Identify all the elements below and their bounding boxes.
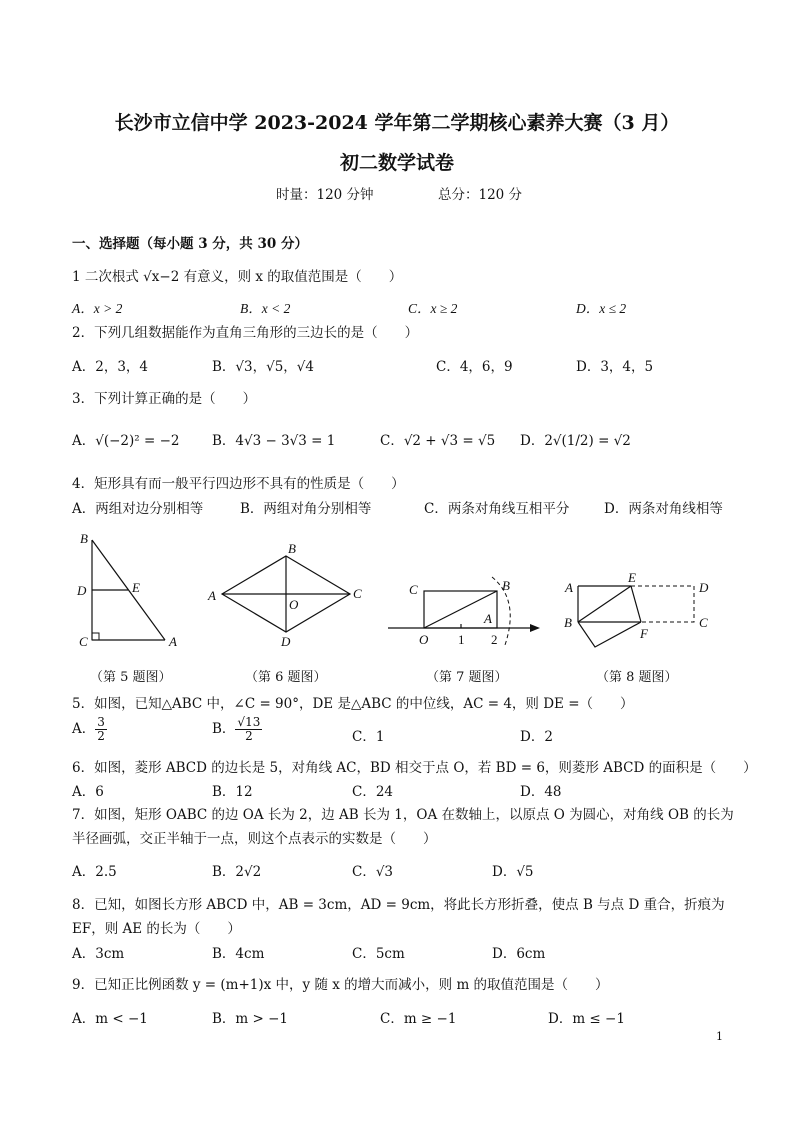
fig5-label-b: B xyxy=(80,531,88,546)
question-6-option-d: D．48 xyxy=(520,784,562,800)
question-8-stem-line-1: 8．已知，如图长方形 ABCD 中，AB = 3cm，AD = 9cm，将此长方形折叠，使点 B 与点 D 重合，折痕为 xyxy=(72,897,725,913)
fig8-label-f: F xyxy=(640,626,648,641)
question-6-option-a: A．6 xyxy=(72,784,104,800)
exam-time: 时量：120 分钟 xyxy=(276,187,374,203)
question-4-option-d: D．两条对角线相等 xyxy=(604,501,723,517)
question-5-option-b: B． $\frac{√13}{2}$ xyxy=(212,715,261,744)
question-9-option-a: A．m < −1 xyxy=(72,1011,148,1027)
question-6-option-c: C．24 xyxy=(352,784,394,800)
question-5-option-a: A． $\frac{3}{2}$ xyxy=(72,715,105,744)
figure-7 xyxy=(388,577,540,647)
question-3-option-d: D．2√(1/2) = √2 xyxy=(520,433,631,449)
fig6-label-d: D xyxy=(281,634,291,649)
fig8-label-c: C xyxy=(699,615,708,630)
question-3-option-c: C．√2 + √3 = √5 xyxy=(380,433,496,449)
question-3-option-b: B．4√3 − 3√3 = 1 xyxy=(212,433,336,449)
question-7-stem-line-1: 7．如图，矩形 OABC 的边 OA 长为 2，边 AB 长为 1，OA 在数轴上，以原点 O 为圆心，对角线 OB 的长为 xyxy=(72,807,734,823)
question-9-option-b: B．m > −1 xyxy=(212,1011,289,1027)
question-9-stem: 9．已知正比例函数 y = (m+1)x 中，y 随 x 的增大而减小，则 m 的取值范围是（ ） xyxy=(72,977,609,993)
fig6-label-a: A xyxy=(208,588,216,603)
question-3-stem: 3．下列计算正确的是（ ） xyxy=(72,391,257,407)
question-8-option-d: D．6cm xyxy=(492,946,546,962)
question-3-option-a: A．√(−2)² = −2 xyxy=(72,433,180,449)
fig7-label-b: B xyxy=(502,578,510,593)
fig6-label-b: B xyxy=(288,541,296,556)
question-7-option-b: B．2√2 xyxy=(212,864,262,880)
figure-6 xyxy=(207,541,362,649)
fig5-label-c: C xyxy=(79,634,88,649)
figure-8-caption: （第 8 题图） xyxy=(596,670,678,685)
question-9-option-c: C．m ≥ −1 xyxy=(380,1011,457,1027)
question-7-stem-line-2: 半径画弧，交正半轴于一点，则这个点表示的实数是（ ） xyxy=(72,831,437,847)
question-7-option-c: C．√3 xyxy=(352,864,394,880)
question-4-option-c: C．两条对角线互相平分 xyxy=(424,501,570,517)
question-5-option-c: C．1 xyxy=(352,729,385,745)
question-6-option-b: B．12 xyxy=(212,784,253,800)
exam-total-score: 总分：120 分 xyxy=(438,187,523,203)
question-4-stem: 4．矩形具有而一般平行四边形不具有的性质是（ ） xyxy=(72,476,405,492)
page-subtitle: 初二数学试卷 xyxy=(339,152,454,174)
question-8-option-b: B．4cm xyxy=(212,946,265,962)
fig8-label-d: D xyxy=(699,580,709,595)
figure-6-caption: （第 6 题图） xyxy=(245,670,327,685)
question-2-option-c: C．4，6，9 xyxy=(436,359,513,375)
figure-5-caption: （第 5 题图） xyxy=(90,670,172,685)
section-heading: 一、选择题（每小题 3 分，共 30 分） xyxy=(72,236,308,252)
fig5-label-d: D xyxy=(77,583,87,598)
question-4-option-b: B．两组对角分别相等 xyxy=(240,501,372,517)
figures-row xyxy=(0,520,794,670)
figure-8 xyxy=(564,570,709,647)
fig8-label-b: B xyxy=(564,615,572,630)
fig5-label-a: A xyxy=(169,634,177,649)
page-title: 长沙市立信中学 2023-2024 学年第二学期核心素养大赛（3 月） xyxy=(114,112,680,134)
fig7-label-o: O xyxy=(419,632,429,647)
question-1-option-c: C．x ≥ 2 xyxy=(408,301,458,316)
question-4-option-a: A．两组对边分别相等 xyxy=(72,501,204,517)
fig5-label-e: E xyxy=(132,580,140,595)
question-2-option-b: B．√3，√5，√4 xyxy=(212,359,314,375)
question-1-option-d: D．x ≤ 2 xyxy=(576,301,627,316)
question-8-option-a: A．3cm xyxy=(72,946,125,962)
question-1-option-a: A．x > 2 xyxy=(72,301,123,316)
figure-5 xyxy=(76,531,177,649)
fig7-label-a: A xyxy=(484,611,492,626)
question-6-stem: 6．如图，菱形 ABCD 的边长是 5，对角线 AC，BD 相交于点 O，若 BD = 6，则菱形 ABCD 的面积是（ ） xyxy=(72,760,757,776)
question-2-option-a: A．2，3，4 xyxy=(72,359,149,375)
question-1-stem: 1 二次根式 √x−2 有意义，则 x 的取值范围是（ ） xyxy=(72,269,403,285)
question-2-option-d: D．3，4，5 xyxy=(576,359,654,375)
fig7-tick-2: 2 xyxy=(491,632,498,647)
question-8-stem-line-2: EF，则 AE 的长为（ ） xyxy=(72,921,241,937)
question-5-stem: 5．如图，已知△ABC 中，∠C = 90°，DE 是△ABC 的中位线，AC = 4，则 DE =（ ） xyxy=(72,696,634,712)
question-8-option-c: C．5cm xyxy=(352,946,405,962)
fig8-label-a: A xyxy=(565,580,573,595)
page-number: 1 xyxy=(716,1030,723,1043)
question-1-option-b: B．x < 2 xyxy=(240,301,291,316)
fig8-label-e: E xyxy=(628,570,636,585)
fig7-tick-1: 1 xyxy=(458,632,465,647)
fig6-label-c: C xyxy=(353,586,362,601)
question-7-option-d: D．√5 xyxy=(492,864,534,880)
figure-7-caption: （第 7 题图） xyxy=(426,670,508,685)
question-5-option-d: D．2 xyxy=(520,729,553,745)
question-9-option-d: D．m ≤ −1 xyxy=(548,1011,625,1027)
fig6-label-o: O xyxy=(289,597,299,612)
question-7-option-a: A．2.5 xyxy=(72,864,117,880)
question-2-stem: 2．下列几组数据能作为直角三角形的三边长的是（ ） xyxy=(72,325,419,341)
fig7-label-c: C xyxy=(409,582,418,597)
